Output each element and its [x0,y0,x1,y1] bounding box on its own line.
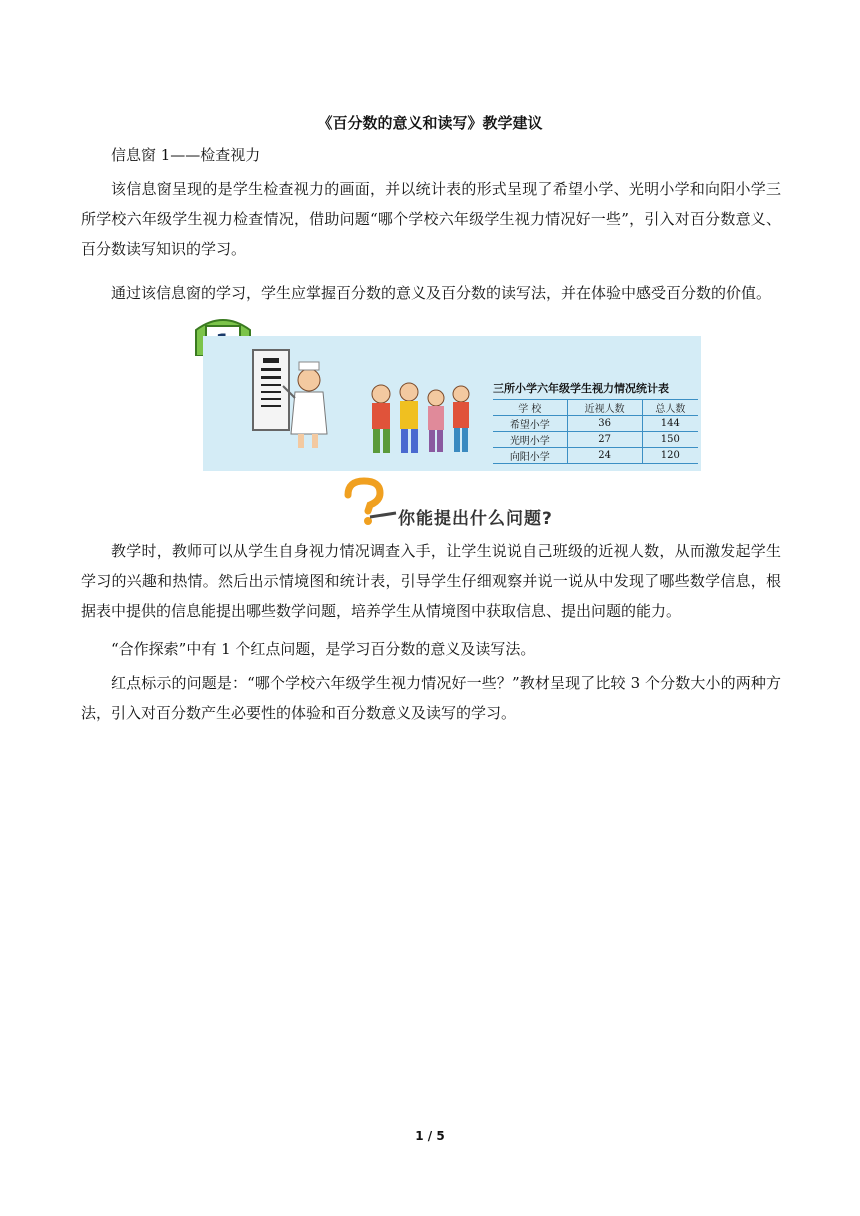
paragraph-teaching: 教学时，教师可以从学生自身视力情况调查入手，让学生说说自己班级的近视人数，从而激发起学生学习的兴趣和热情。然后出示情境图和统计表，引导学生仔细观察并说一说从中发现了哪些数学信息，根据表中提供的信息能提出哪些数学问题，培养学生从情境图中获取信息、提出问题的能力。 [81,542,781,620]
header-myopic: 近视人数 [567,400,642,416]
cell-school: 希望小学 [493,416,567,432]
cell-total: 120 [642,448,698,464]
cell-school: 光明小学 [493,432,567,448]
cell-myopic: 36 [567,416,642,432]
paragraph-explore: “合作探索”中有 1 个红点问题，是学习百分数的意义及读写法。 [111,640,536,658]
paragraph-red-dot: 红点标示的问题是：“哪个学校六年级学生视力情况好一些？”教材呈现了比较 3 个分数大小的两种方法，引入对百分数产生必要性的体验和百分数意义及读写的学习。 [81,674,781,722]
question-text: 你能提出什么问题? [398,509,553,529]
section-heading: 信息窗 1——检查视力 [111,146,261,164]
table-title: 三所小学六年级学生视力情况统计表 [493,382,669,395]
vision-statistics-table [493,399,698,464]
table-row [493,416,698,432]
question-mark-icon [338,477,398,527]
statistics-table-block [493,380,698,464]
cell-total: 144 [642,416,698,432]
paragraph-goal: 通过该信息窗的学习，学生应掌握百分数的意义及百分数的读写法，并在体验中感受百分数的价值。 [111,284,772,302]
page-number: 1 / 5 [415,1129,445,1143]
page-title: 《百分数的意义和读写》教学建议 [317,114,543,132]
cell-total: 150 [642,432,698,448]
paragraph-intro: 该信息窗呈现的是学生检查视力的画面，并以统计表的形式呈现了希望小学、光明小学和向阳小学三所学校六年级学生视力检查情况，借助问题“哪个学校六年级学生视力情况好一些”，引入对百分数意义、百分数读写知识的学习。 [81,180,781,258]
vision-check-illustration [203,336,701,471]
table-row [493,448,698,464]
table-header-row [493,400,698,416]
table-row [493,432,698,448]
header-total: 总人数 [642,400,698,416]
students-figures [372,383,469,453]
cell-myopic: 24 [567,448,642,464]
cell-school: 向阳小学 [493,448,567,464]
question-prompt [338,477,578,527]
cell-myopic: 27 [567,432,642,448]
header-school: 学 校 [493,400,567,416]
